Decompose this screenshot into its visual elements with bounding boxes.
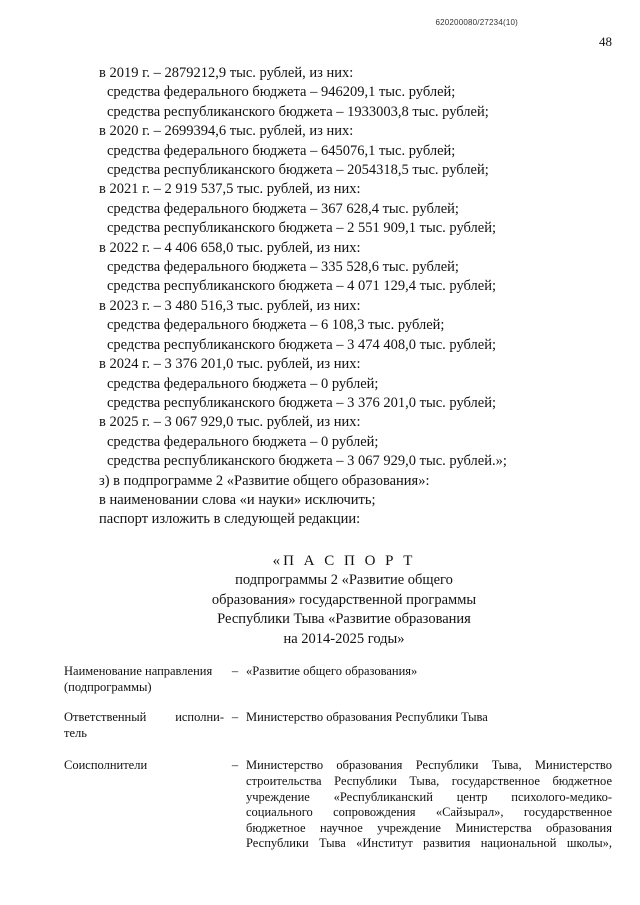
body-line: в 2019 г. – 2879212,9 тыс. рублей, из них:: [99, 65, 354, 81]
row-value: [246, 758, 612, 852]
body-line: средства федерального бюджета – 946209,1 тыс. рублей;: [107, 84, 456, 101]
passport-subtitle-line: подпрограммы 2 «Развитие общего: [235, 572, 453, 588]
passport-row-name: [64, 664, 612, 695]
value-line: социального сопровождения «Сайзырал», государственное: [246, 805, 612, 820]
row-label: [64, 710, 224, 741]
row-value: [246, 664, 612, 680]
value-line: «Развитие общего образования»: [246, 664, 418, 678]
row-dash: –: [231, 758, 239, 773]
passport-heading: [0, 551, 640, 649]
label-line: (подпрограммы): [64, 679, 152, 694]
label-line: Ответственный исполни-: [64, 710, 224, 725]
body-line: средства федерального бюджета – 367 628,4 тыс. рублей;: [107, 200, 459, 217]
row-dash: –: [231, 710, 239, 725]
body-line: средства республиканского бюджета – 3 474 408,0 тыс. рублей;: [107, 336, 497, 353]
body-line: средства республиканского бюджета – 3 067 929,0 тыс. рублей.»;: [107, 453, 507, 470]
body-text: [99, 64, 609, 530]
body-line: в 2021 г. – 2 919 537,5 тыс. рублей, из них:: [99, 181, 361, 198]
body-line: средства федерального бюджета – 335 528,6 тыс. рублей;: [107, 259, 459, 276]
doc-code: 620200080/27234(10): [435, 18, 518, 27]
value-line: Министерство образования Республики Тыва: [246, 710, 488, 725]
passport-subtitle-line: Республики Тыва «Развитие образования: [217, 611, 471, 627]
label-line: Соисполнители: [64, 758, 148, 773]
passport-title: «П А С П О Р Т: [272, 553, 416, 569]
body-line: средства федерального бюджета – 645076,1 тыс. рублей;: [107, 142, 456, 159]
body-line: средства федерального бюджета – 0 рублей;: [107, 433, 379, 450]
value-line: бюджетное научное учреждение Министерства образования: [246, 820, 612, 835]
body-line: в наименовании слова «и науки» исключить;: [99, 491, 376, 508]
body-line: средства республиканского бюджета – 2054318,5 тыс. рублей;: [107, 162, 489, 179]
passport-subtitle-line: образования» государственной программы: [211, 591, 477, 608]
body-line: средства республиканского бюджета – 3 376 201,0 тыс. рублей;: [107, 394, 497, 411]
passport-table: [64, 664, 612, 852]
value-line: строительства Республики Тыва, государственное бюджетное: [246, 773, 612, 788]
label-line: тель: [64, 725, 87, 740]
body-line: средства республиканского бюджета – 4 071 129,4 тыс. рублей;: [107, 278, 497, 295]
value-line: Министерство образования Республики Тыва, Министерство: [246, 758, 612, 773]
body-line: средства республиканского бюджета – 1933003,8 тыс. рублей;: [107, 103, 489, 120]
passport-row-coexecutors: [64, 758, 612, 852]
page-number: 48: [599, 34, 612, 49]
value-line: учреждение «Республиканский центр психолого-медико-: [246, 789, 612, 804]
body-line: в 2025 г. – 3 067 929,0 тыс. рублей, из них:: [99, 414, 361, 431]
body-line: в 2024 г. – 3 376 201,0 тыс. рублей, из них:: [99, 356, 361, 373]
row-value: [246, 710, 612, 726]
row-dash: –: [231, 664, 239, 678]
body-line: паспорт изложить в следующей редакции:: [99, 511, 361, 528]
body-line: средства федерального бюджета – 6 108,3 тыс. рублей;: [107, 317, 445, 334]
passport-row-responsible: [64, 710, 612, 741]
label-line: Наименование направления: [64, 664, 213, 678]
row-label: [64, 664, 224, 695]
body-line: средства республиканского бюджета – 2 551 909,1 тыс. рублей;: [107, 220, 497, 237]
passport-subtitle-line: на 2014-2025 годы»: [283, 630, 405, 647]
body-line: средства федерального бюджета – 0 рублей;: [107, 375, 379, 392]
body-line: в 2020 г. – 2699394,6 тыс. рублей, из них:: [99, 123, 354, 140]
row-label: [64, 758, 224, 774]
body-line: в 2023 г. – 3 480 516,3 тыс. рублей, из них:: [99, 297, 361, 314]
body-line: в 2022 г. – 4 406 658,0 тыс. рублей, из них:: [99, 239, 361, 256]
body-line: з) в подпрограмме 2 «Развитие общего образования»:: [99, 472, 430, 489]
value-line: Республики Тыва «Институт развития национальной школы»,: [246, 836, 612, 851]
